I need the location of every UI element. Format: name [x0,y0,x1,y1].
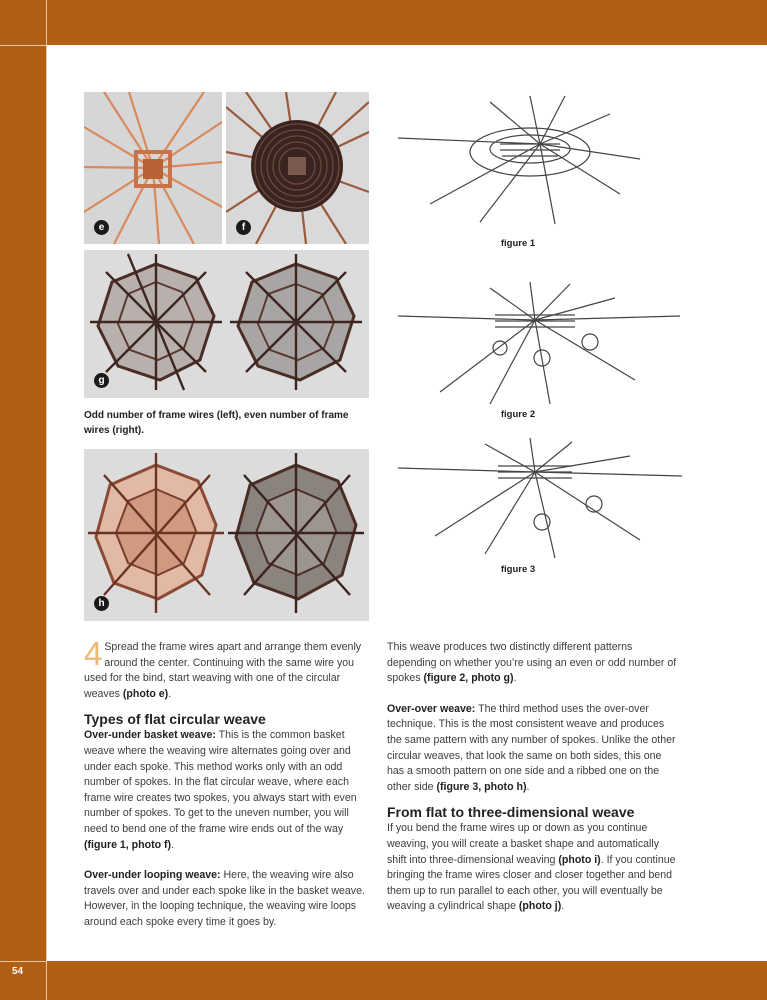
photo-g-caption: Odd number of frame wires (left), even number of frame wires (right). [84,410,349,436]
three-dimensional-paragraph: If you bend the frame wires up or down as you continue weaving, you will create a basket shape and automatically shift into three-dimensional weaving (photo i). If you continue bringing the frame wires closer and closer together and bend them up to run parallel to each other, you will eventually be weaving a cylindrical shape (photo j). [387,822,676,913]
right-column [387,640,677,915]
photo-e [84,92,222,244]
photo-f-badge: f [236,220,251,235]
photo-h [84,449,369,621]
section-heading-flat-circular: Types of flat circular weave [84,711,266,728]
bottom-rule [0,961,46,962]
photo-g-badge: g [94,373,109,388]
section-heading-three-dimensional: From flat to three-dimensional weave [387,804,635,821]
top-rule [0,45,46,46]
photo-g [84,250,369,398]
over-over-paragraph: Over-over weave: The third method uses the over-over technique. This is the most consistent weave and produces the same pattern with any number of spokes. Unlike the other circular weaves, that look the same on both sides, this one has a smooth pattern on one side and a ribbed one on the other side (figure 3, photo h). [387,702,676,793]
page-number: 54 [12,966,24,977]
figure-2-drawing [390,280,690,410]
left-band [0,0,46,1000]
figure-3-drawing [390,436,690,564]
photo-f [226,92,369,244]
figure-3-label: figure 3 [500,564,536,575]
looping-weave-paragraph: Over-under looping weave: Here, the weaving wire also travels over and under each spoke like in the basket weave. However, in the looping technique, the weaving wire loops around each spoke every time it goes by. [84,869,365,928]
figure-1-label: figure 1 [500,238,536,249]
photo-h-badge: h [94,596,109,611]
top-band [0,0,767,45]
left-column [84,635,369,931]
photo-e-badge: e [94,220,109,235]
bottom-band [0,961,767,1000]
margin-rule [46,0,47,1000]
figure-2-label: figure 2 [500,409,536,420]
step-number: 4 [84,635,103,672]
figure-1-drawing [390,94,690,234]
step-4-paragraph: 4 Spread the frame wires apart and arrange them evenly around the center. Continuing with the same wire you used for the bind, start weaving with one of the circular weaves (photo e). [84,635,362,700]
basket-weave-paragraph: Over-under basket weave: This is the common basket weave where the weaving wire alternates going over and under each spoke. This method works only with an odd number of spokes. In the flat circular weave, where each frame wire creates two spokes, you always start with even number of spokes. To get to the uneven number, you will need to bend one of the frame wire ends out of the way (figure 1, photo f). [84,729,357,851]
weave-patterns-paragraph: This weave produces two distinctly different patterns depending on whether you’re using an even or odd number of spokes (figure 2, photo g). [387,641,677,685]
